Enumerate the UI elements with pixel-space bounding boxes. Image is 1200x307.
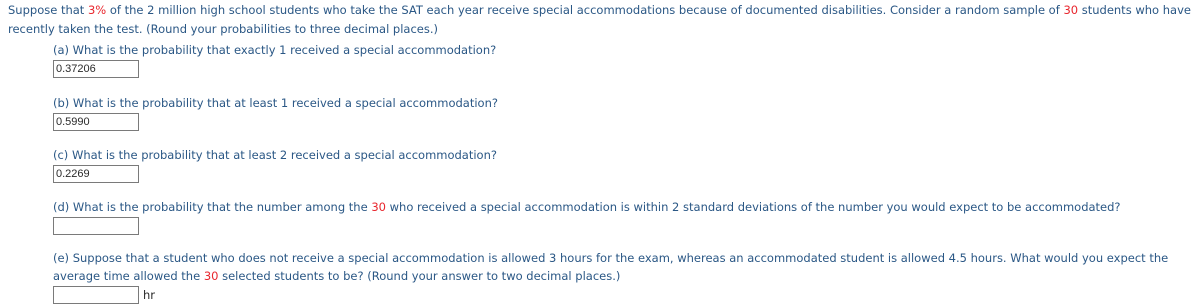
part-e-text-1: (e) Suppose that a student who does not receive a special accommodation is allowed 3 hours for the exam, whereas an accommodated student is allowed 4.5 hours. What would you expect the average time allowed the [53,251,1169,283]
part-e-sample-size: 30 [203,269,219,283]
part-a [53,41,1193,78]
part-b-answer-input[interactable]: 0.5990 [53,113,139,131]
part-e-text-2: selected students to be? (Round your answer to two decimal places.) [218,269,621,283]
intro-sample-size: 30 [1063,3,1079,17]
part-c-question: (c) What is the probability that at least 2 received a special accommodation? [53,148,497,162]
intro-text-2: of the 2 million high school students who take the SAT each year receive special accommodations because of documented disabilities. Consider a random sample of [106,3,1064,17]
part-d-answer-input[interactable] [53,217,139,235]
problem-intro [8,1,1193,39]
part-d [53,198,1193,235]
part-d-text-2: who received a special accommodation is within 2 standard deviations of the number you would expect to be accommodated? [385,200,1121,214]
part-d-question [53,198,1193,216]
part-b [53,94,1193,131]
part-a-answer-input[interactable]: 0.37206 [53,60,139,78]
intro-percent: 3% [87,3,107,17]
part-b-question: (b) What is the probability that at least 1 received a special accommodation? [53,96,498,110]
part-a-question: (a) What is the probability that exactly 1 received a special accommodation? [53,43,497,57]
part-e [53,249,1193,304]
part-c [53,146,1193,183]
part-e-answer-input[interactable] [53,286,139,304]
intro-text-1: Suppose that [8,3,88,17]
part-e-question [53,249,1193,285]
part-d-text-1: (d) What is the probability that the number among the [53,200,372,214]
part-c-answer-input[interactable]: 0.2269 [53,165,139,183]
part-e-unit-label: hr [143,288,156,302]
intro-text-3: students who have recently taken the test. (Round your probabilities to three decimal places.) [8,3,1191,36]
part-d-sample-size: 30 [371,200,386,214]
